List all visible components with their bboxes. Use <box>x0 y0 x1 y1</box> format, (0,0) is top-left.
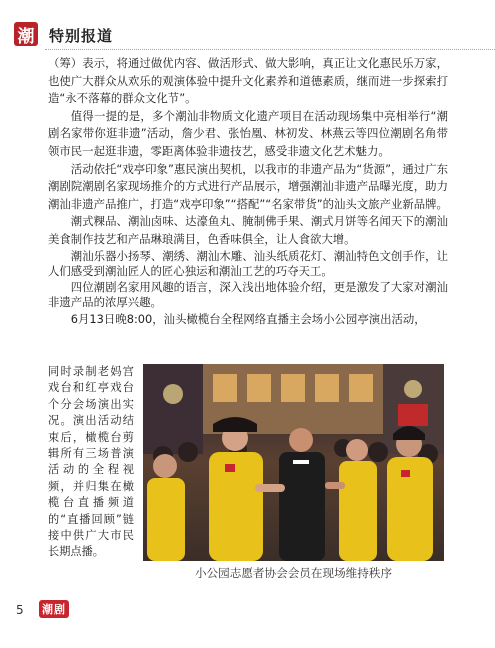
paragraph-4: 潮式粿品、潮汕卤味、达濠鱼丸、腌制佛手果、潮式月饼等名闻天下的潮汕美食制作技艺和产品琳琅满目，色香味俱全，让人食欲大增。 <box>48 214 448 246</box>
paragraph-7: 6月13日晚8:00，汕头橄榄台全程网络直播主会场小公园亭演出活动， <box>70 311 426 326</box>
page-number: 5 <box>16 603 24 617</box>
footer-chaoju-logo: 潮剧 <box>39 600 69 618</box>
article-body <box>48 55 448 328</box>
magazine-seal-logo: 潮 <box>14 22 38 46</box>
photo-caption: 小公园志愿者协会会员在现场维持秩序 <box>194 566 393 580</box>
paragraph-8: 同时录制老妈宫戏台和红亭戏台个分会场演出实况。演出活动结束后，橄榄台剪辑所有三场普演活动的全程视频，并归集在橄榄台直播频道的“直播回顾”链接中供广大市民长期点播。 <box>48 365 134 559</box>
section-title: 特别报道 <box>49 27 114 45</box>
paragraph-2: 值得一提的是，多个潮汕非物质文化遗产项目在活动现场集中亮相举行“潮剧名家带你逛非遗”活动，詹少君、张怡凰、林初发、林燕云等四位潮剧名角带领市民一起逛非遗，零距离体验非遗技艺，感受非遗文化艺术魅力。 <box>48 108 448 158</box>
paragraph-1: （筹）表示，将通过做优内容、做活形式、做大影响，真正让文化惠民乐万家，也使广大群众从欢乐的观演体验中提升文化素养和道德素质，继而进一步探索打造“永不落幕的群众文化节”。 <box>48 56 448 106</box>
volunteers-crowd-illustration <box>143 364 444 561</box>
paragraph-5: 潮汕乐器小扬琴、潮绣、潮汕木雕、汕头纸质花灯、潮汕特色文创手作，让人们感受到潮汕匠人的匠心独运和潮汕工艺的巧夺天工。 <box>48 248 448 279</box>
paragraph-6: 四位潮剧名家用风趣的语言，深入浅出地体验介绍，更是激发了大家对潮汕非遗产品的浓厚兴趣。 <box>48 279 448 310</box>
paragraph-3: 活动依托“戏亭印象”惠民演出契机，以我市的非遗产品为“货源”，通过广东潮剧院潮剧名家现场推介的方式进行产品展示，增强潮汕非遗产品曝光度，助力潮汕非遗产品推广，打造“戏亭印象”“搭配”“名家带货”的汕头文旅产业新品牌。 <box>48 161 448 211</box>
event-photo <box>143 364 444 561</box>
page-header <box>0 0 495 52</box>
header-divider <box>45 49 495 50</box>
